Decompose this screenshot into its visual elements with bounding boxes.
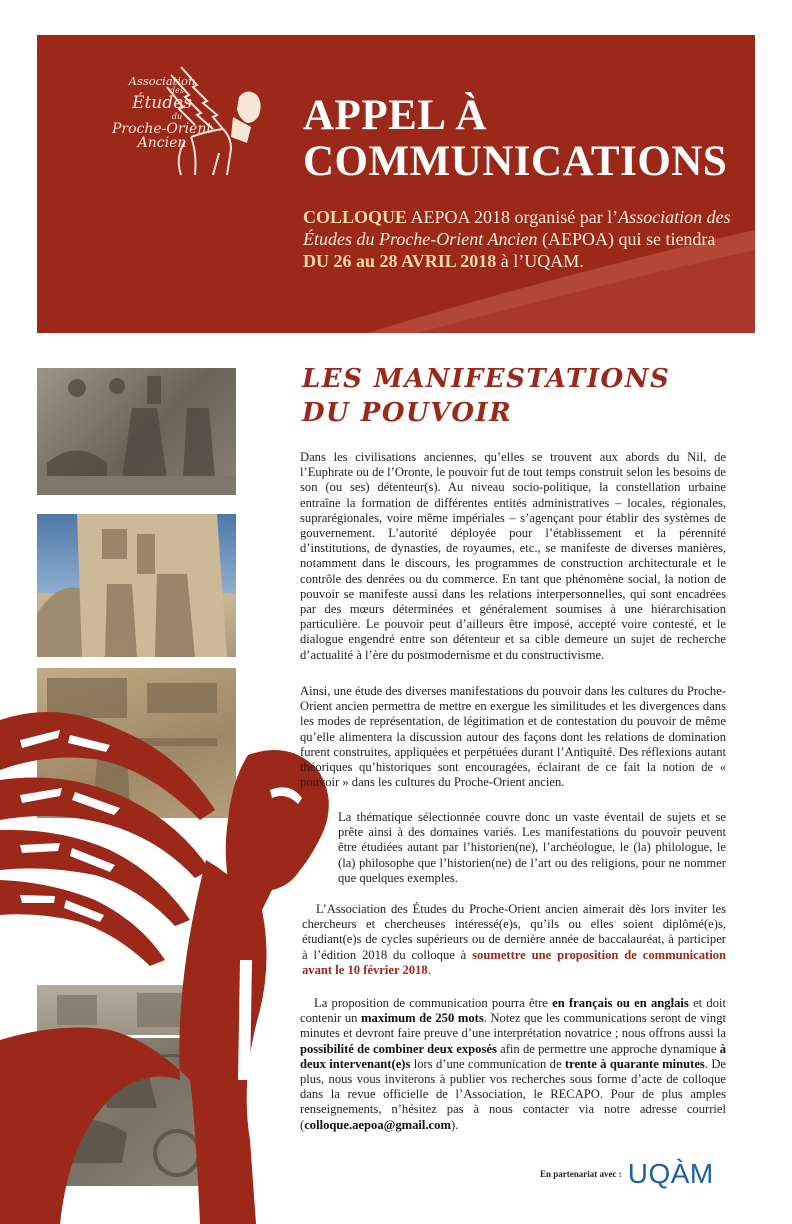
uqam-logo: UQÀM (627, 1158, 714, 1189)
languages-bold: en français ou en anglais (552, 996, 689, 1010)
obelisk-photo (37, 514, 236, 657)
paragraph-submission (300, 996, 726, 1133)
contact-email[interactable]: colloque.aepoa@gmail.com (304, 1117, 451, 1132)
section-title (302, 362, 670, 430)
paragraph-objectives: Ainsi, une étude des diverses manifestations du pouvoir dans les cultures du Proche-Orient ancien permettra de mettre en exergue les similitudes et les divergences dans les modes de représentation, de légitimation et de contestation du pouvoir de même qu’elle alimentera la discussion autour des façons dont les relations de domination furent construites, appliquées et perpétuées durant l’Antiquité. Des réflexions autant théoriques qu’historiques sont encouragées, éclairant de ce fait la notion de « pouvoir » dans les cultures du Proche-Orient ancien. (300, 684, 726, 790)
sub-text: AEPOA 2018 organisé par l’ (407, 207, 619, 227)
logo-line: Ancien (137, 135, 187, 152)
logo-line: des (170, 86, 184, 96)
obelisk-relief-icon (37, 514, 236, 657)
submission-text: La proposition de communication pourra être (314, 996, 553, 1010)
header-banner (37, 35, 755, 333)
relief-figures-icon (37, 368, 236, 495)
header-subtitle (303, 206, 743, 272)
page-title (303, 93, 727, 185)
submission-text: afin de permettre une approche dynamique (496, 1041, 720, 1056)
invitation-text: L’Association des Études du Proche-Orient ancien aimerait dès lors inviter les chercheurs et chercheuses intéressé(e)s, qu’ils ou elles soient diplômé(e)s, étudiant(e)s de cycles supérieurs ou de dernière année de baccalauréat, à participer à l’édition 2018 du colloque à (302, 902, 726, 962)
submission-text: . De plus, nous vous inviterons à publier vos recherches sous forme d’acte de colloque dans la revue officielle de l’Association, le RECAPO. Pour de plus amples renseignements, n’hésitez pas à nous contacter via notre adresse courriel ( (300, 1056, 727, 1132)
sphinx-logo-icon (161, 57, 271, 197)
paragraph-context: Dans les civilisations anciennes, qu’elles se trouvent aux abords du Nil, de l’Euphrate ou de l’Oronte, le pouvoir fut de tout temps construit selon les besoins de son (ou ses) détenteur(s). Au niveau socio-politique, la constellation urbaine entraîne la formation de différentes entités administratives – locales, régionales, suprarégionales, voire même impériales – s’agençant pour établir des systèmes de gouvernement. L’autorité déployée pour l’établissement et la pérennité d’institutions, de dynasties, de royaumes, etc., se manifeste de diverses manières, notamment dans le discours, les programmes de construction architecturale et le contrôle des denrées ou du commerce. En tant que phénomène social, la notion de pouvoir se manifeste aussi dans les relations interpersonnelles, qui sont encadrées par des mœurs déterminées et généralement soumises à une hiérarchisation particulière. Le pouvoir peut d’ailleurs être imposé, accepté voire contesté, et le dialogue engendré entre son détenteur et sa cible demeure un sujet de recherche d’actualité à l’ère du postmodernisme et du constructivisme. (300, 450, 726, 662)
submission-text: lors d’une communication de (410, 1056, 565, 1071)
relief-photo-1 (37, 368, 236, 495)
sub-text: à l’UQAM. (496, 251, 584, 271)
logo-line: Proche-Orient (112, 120, 212, 137)
logo-line: Association (128, 74, 196, 88)
period: . (427, 962, 431, 977)
title-line-1: APPEL À (303, 92, 487, 139)
paragraph-invitation (302, 902, 726, 978)
logo-line: Études (132, 93, 192, 114)
sub-dates: DU 26 au 28 AVRIL 2018 (303, 251, 497, 271)
section-title-line-2: DU POUVOIR (302, 398, 513, 428)
two-speakers-bold: à deux intervenant(e)s (300, 1041, 727, 1071)
title-line-2: COMMUNICATIONS (303, 138, 728, 185)
deadline-date: avant le 10 février 2018 (302, 962, 428, 977)
sub-colloque: COLLOQUE (303, 207, 408, 227)
submission-text: ). (450, 1117, 459, 1132)
logo-line: du (171, 112, 183, 122)
submission-text: . Notez que les communications seront de vingt minutes et devront faire preuve d’une interprétation novatrice ; nous offrons aussi la (300, 1011, 726, 1041)
deadline-highlight: soumettre une proposition de communication (472, 947, 726, 962)
sub-text: (AEPOA) qui se tiendra (537, 229, 716, 249)
partner-block (540, 1158, 714, 1190)
section-title-line-1: LES MANIFESTATIONS (302, 364, 671, 394)
submission-text: et doit contenir un (300, 996, 726, 1026)
sub-association: Association des Études du Proche-Orient Ancien (303, 207, 731, 249)
combine-bold: possibilité de combiner deux exposés (300, 1041, 497, 1056)
partner-label: En partenariat avec : (540, 1169, 622, 1179)
paragraph-themes: La thématique sélectionnée couvre donc un vaste éventail de sujets et se prête ainsi à des domaines variés. Les manifestations du pouvoir peuvent être étudiées autant par l’historien(ne), l’archéologue, le (la) philologue, le (la) philosophe que l’historien(ne) de l’art ou des religions, pour ne nommer que quelques exemples. (338, 810, 726, 885)
word-limit-bold: maximum de 250 mots (361, 1011, 484, 1026)
duration-bold: trente à quarante minutes (564, 1056, 705, 1071)
